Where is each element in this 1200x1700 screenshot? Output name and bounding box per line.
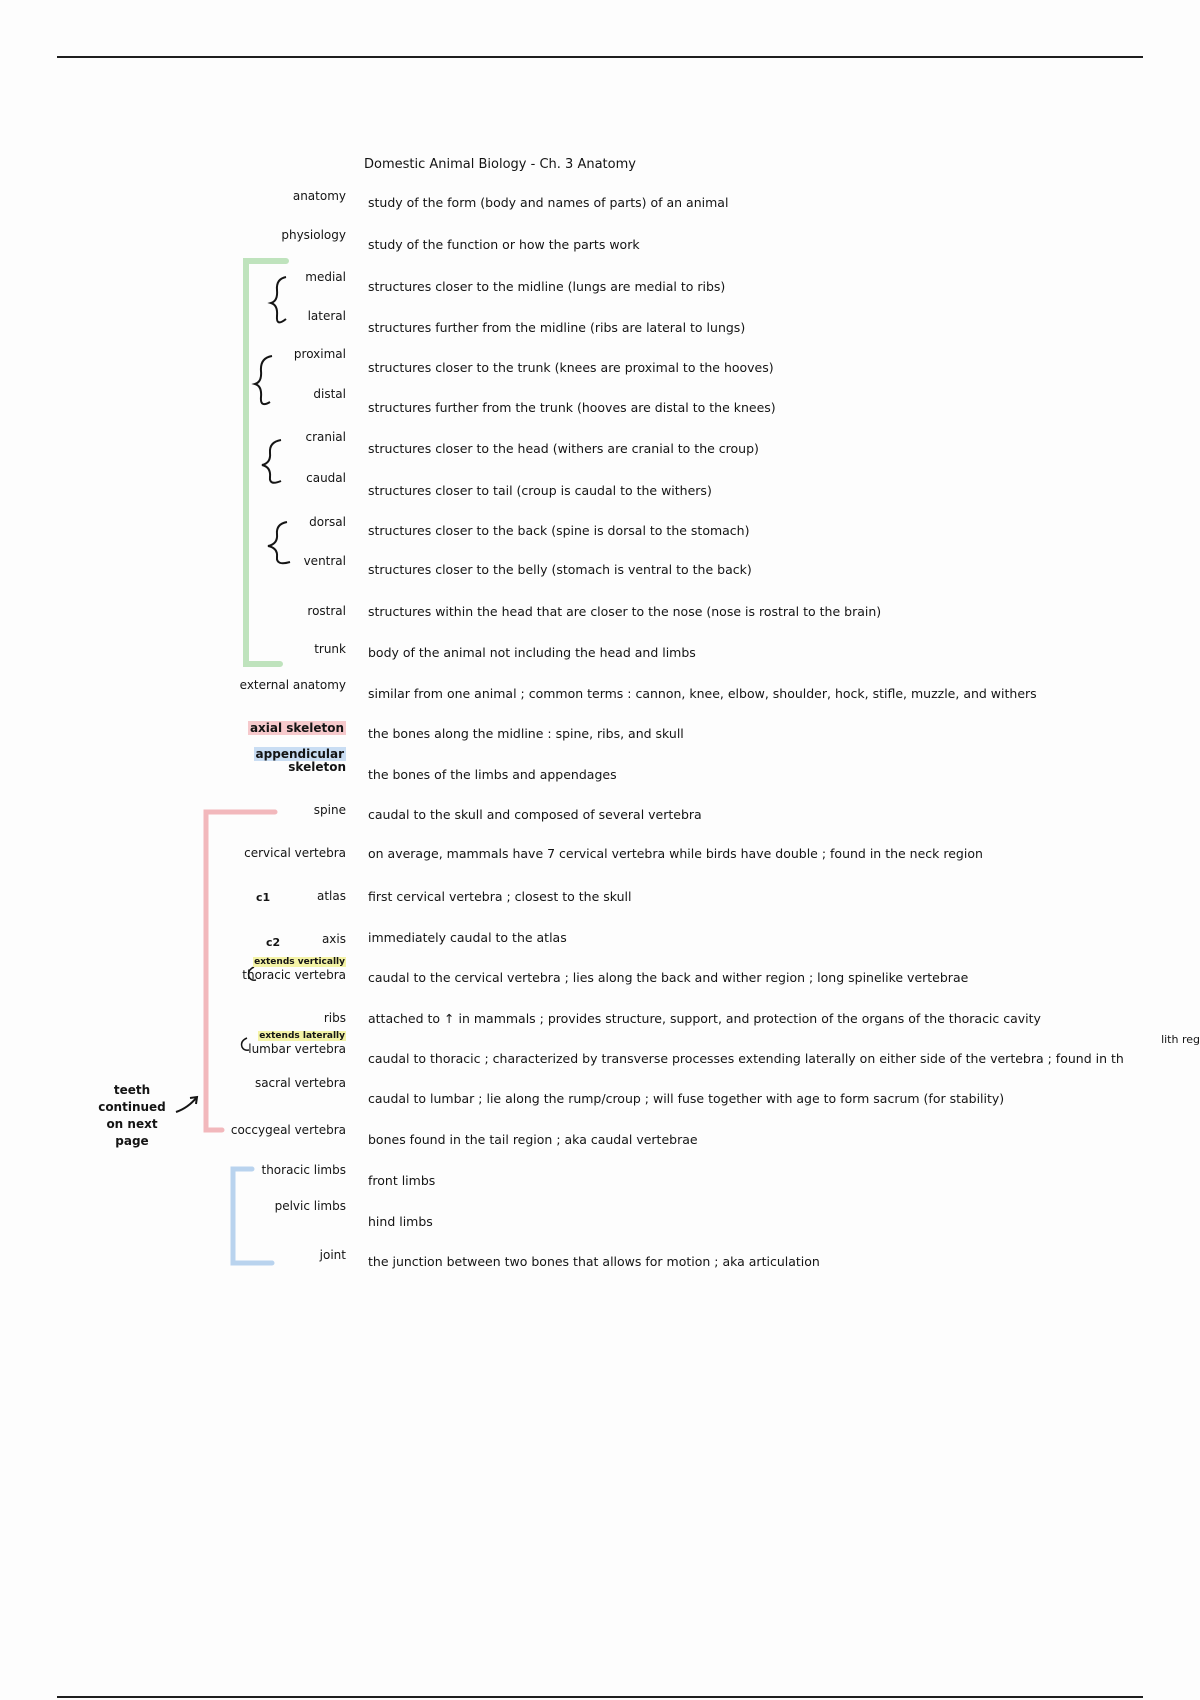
term-atlas: atlas xyxy=(317,889,346,903)
def-ribs: attached to ↑ in mammals ; provides structure, support, and protection of the organs of the thoracic cavity xyxy=(368,1011,1041,1026)
label-c2: c2 xyxy=(266,936,281,949)
page-title: Domestic Animal Biology - Ch. 3 Anatomy xyxy=(364,157,636,172)
def-physiology: study of the function or how the parts work xyxy=(368,237,640,252)
def-medial: structures closer to the midline (lungs are medial to ribs) xyxy=(368,279,726,294)
def-thoracic-limbs: front limbs xyxy=(368,1173,436,1188)
term-thoracic-vertebra-group xyxy=(242,954,346,982)
def-caudal: structures closer to tail (croup is caudal to the withers) xyxy=(368,483,712,498)
term-medial: medial xyxy=(305,270,346,284)
def-distal: structures further from the trunk (hooves are distal to the knees) xyxy=(368,400,776,415)
term-proximal: proximal xyxy=(293,347,346,361)
def-atlas: first cervical vertebra ; closest to the skull xyxy=(368,889,632,904)
term-appendicular-line2: skeleton xyxy=(288,760,346,774)
term-spine: spine xyxy=(313,803,346,817)
term-dorsal: dorsal xyxy=(309,515,346,529)
term-thoracic-limbs: thoracic limbs xyxy=(261,1163,346,1177)
def-joint: the junction between two bones that allows for motion ; aka articulation xyxy=(368,1254,820,1269)
term-sacral-vertebra: sacral vertebra xyxy=(254,1076,346,1090)
term-lateral: lateral xyxy=(307,309,346,323)
note-extends-laterally: extends laterally xyxy=(259,1031,345,1041)
def-proximal: structures closer to the trunk (knees are proximal to the hooves) xyxy=(368,360,774,375)
term-caudal: caudal xyxy=(306,471,346,485)
label-c1: c1 xyxy=(256,891,271,904)
term-lumbar-vertebra: lumbar vertebra xyxy=(248,1042,346,1056)
term-appendicular-skeleton xyxy=(254,748,346,774)
term-lumbar-vertebra-group xyxy=(248,1028,346,1056)
term-trunk: trunk xyxy=(314,642,346,656)
term-rostral: rostral xyxy=(307,604,346,618)
term-appendicular-line1: appendicular xyxy=(255,747,344,761)
cut-off-text: lith reg xyxy=(1161,1033,1200,1046)
def-thoracic-vertebra: caudal to the cervical vertebra ; lies along the back and wither region ; long spinelike vertebrae xyxy=(368,970,969,985)
term-axial-skeleton-wrap xyxy=(248,721,346,735)
term-anatomy: anatomy xyxy=(292,189,346,203)
def-cervical-vertebra: on average, mammals have 7 cervical vertebra while birds have double ; found in the neck region xyxy=(368,846,983,861)
term-ventral: ventral xyxy=(303,554,346,568)
def-lumbar-vertebra: caudal to thoracic ; characterized by transverse processes extending laterally on either side of the vertebra ; found in th xyxy=(368,1051,1124,1066)
term-axis: axis xyxy=(321,932,346,946)
def-dorsal: structures closer to the back (spine is dorsal to the stomach) xyxy=(368,523,750,538)
term-coccygeal-vertebra: coccygeal vertebra xyxy=(230,1123,346,1137)
term-pelvic-limbs: pelvic limbs xyxy=(274,1199,346,1213)
def-spine: caudal to the skull and composed of several vertebra xyxy=(368,807,702,822)
def-pelvic-limbs: hind limbs xyxy=(368,1214,433,1229)
term-thoracic-vertebra: thoracic vertebra xyxy=(242,968,346,982)
term-external-anatomy: external anatomy xyxy=(239,678,346,692)
def-trunk: body of the animal not including the head and limbs xyxy=(368,645,696,660)
def-external-anatomy: similar from one animal ; common terms : cannon, knee, elbow, shoulder, hock, stifle, muzzle, and withers xyxy=(368,686,1037,701)
term-cervical-vertebra: cervical vertebra xyxy=(244,846,346,860)
def-sacral-vertebra: caudal to lumbar ; lie along the rump/croup ; will fuse together with age to form sacrum (for stability) xyxy=(368,1091,1005,1106)
def-ventral: structures closer to the belly (stomach is ventral to the back) xyxy=(368,562,752,577)
def-appendicular-skeleton: the bones of the limbs and appendages xyxy=(368,767,617,782)
bottom-rule xyxy=(57,1696,1143,1698)
term-distal: distal xyxy=(313,387,346,401)
term-joint: joint xyxy=(319,1248,346,1262)
term-axial-skeleton: axial skeleton xyxy=(249,721,344,735)
term-cranial: cranial xyxy=(305,430,346,444)
margin-note: teeth continued on next page xyxy=(98,1083,166,1148)
def-coccygeal-vertebra: bones found in the tail region ; aka caudal vertebrae xyxy=(368,1132,698,1147)
def-rostral: structures within the head that are closer to the nose (nose is rostral to the brain) xyxy=(368,604,882,619)
note-extends-vertically: extends vertically xyxy=(254,957,345,967)
def-axial-skeleton: the bones along the midline : spine, ribs, and skull xyxy=(368,726,684,741)
term-physiology: physiology xyxy=(281,228,346,242)
def-cranial: structures closer to the head (withers are cranial to the croup) xyxy=(368,441,759,456)
def-anatomy: study of the form (body and names of parts) of an animal xyxy=(368,195,729,210)
term-ribs: ribs xyxy=(323,1011,346,1025)
def-axis: immediately caudal to the atlas xyxy=(368,930,567,945)
def-lateral: structures further from the midline (ribs are lateral to lungs) xyxy=(368,320,746,335)
